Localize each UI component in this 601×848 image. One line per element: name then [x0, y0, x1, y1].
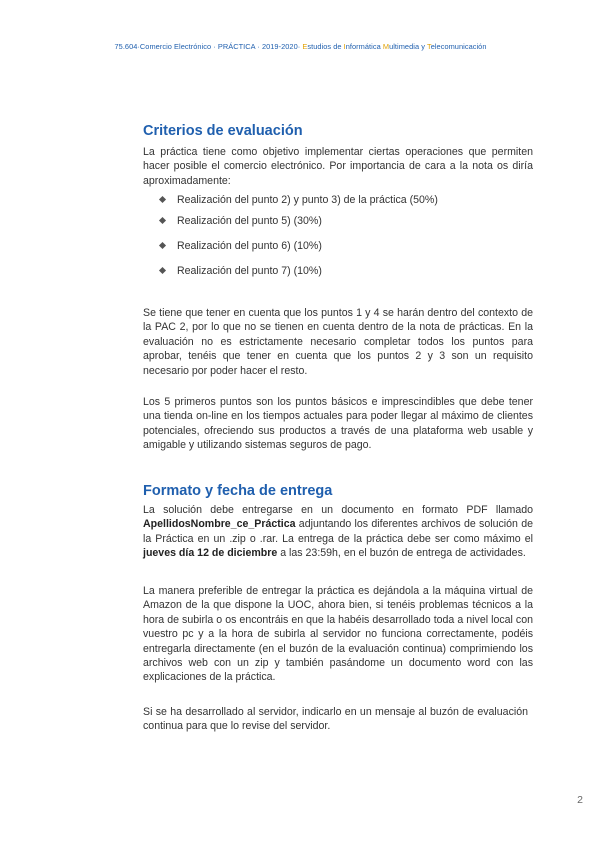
list-item-text: Realización del punto 5) (30%)	[177, 215, 322, 227]
list-item-text: Realización del punto 6) (10%)	[177, 240, 322, 252]
criteria-paragraph-2: Se tiene que tener en cuenta que los puntos 1 y 4 se harán dentro del contexto de la PAC 2, por lo que no se tienen en cuenta dentro de la nota de prácticas. En la evaluación no es estrictamente necesario completar todos los puntos para aprobar, tenéis que tener en cuenta que los puntos 2 y 3 son un requisito necesario por poder hacer el resto.	[143, 307, 533, 377]
header-word: elecomunicación	[430, 42, 487, 51]
header-initial-i: I	[343, 42, 346, 51]
format-paragraph-3: Si se ha desarrollado al servidor, indicarlo en un mensaje al buzón de evaluación continua para que lo revise del servidor.	[143, 706, 528, 733]
deadline-text: jueves día 12 de diciembre	[143, 547, 278, 560]
criteria-paragraph-3: Los 5 primeros puntos son los puntos básicos e imprescindibles que debe tener una tienda on-line en los tiempos actuales para poder llegar al máximo de clientes potenciales, ofreciendo sus productos a través de una plataforma web usable y amigable y utilizando sistemas seguros de pago.	[143, 396, 533, 452]
page-number: 2	[577, 794, 583, 806]
list-item	[160, 215, 322, 227]
bullet-icon	[159, 217, 166, 224]
format-paragraph-2: La manera preferible de entregar la práctica es dejándola a la máquina virtual de Amazon de la que dispone la UOC, ahora bien, si tenéis problemas técnicos a la hora de subirla o os encontráis en que la habéis desarrollado toda a nivel local con vuestro pc y a la hora de subirla al servidor no funciona correctamente, podéis entregarla directamente (en el buzón de la evaluación continua) comprimiendo los archivos web con un zip y también pasándome un documento word con las explicaciones de la práctica.	[143, 585, 533, 684]
format-paragraph-1	[143, 503, 533, 561]
header-initial-e: E	[302, 42, 308, 51]
text-run: La solución debe entregarse en un documento en formato PDF llamado	[143, 504, 533, 516]
bullet-icon	[159, 242, 166, 249]
header-word: studios de	[307, 42, 344, 51]
list-item	[160, 265, 322, 277]
text-run: adjuntando los diferentes archivos de solución de la Práctica en un .zip o .rar. La entrega de la práctica debe ser como máximo el	[143, 518, 533, 545]
header-initial-m: M	[382, 42, 390, 51]
header-word: nformática	[345, 42, 383, 51]
filename-text: ApellidosNombre_ce_Práctica	[143, 518, 296, 531]
page-header	[0, 42, 601, 51]
list-item-text: Realización del punto 7) (10%)	[177, 265, 322, 277]
list-item	[160, 194, 438, 206]
header-word: ultimedia y	[389, 42, 427, 51]
section-title-format: Formato y fecha de entrega	[143, 483, 333, 499]
bullet-icon	[159, 196, 166, 203]
header-initial-t: T	[426, 42, 431, 51]
list-item-text: Realización del punto 2) y punto 3) de la práctica (50%)	[177, 194, 438, 206]
section-title-criteria: Criterios de evaluación	[143, 123, 303, 139]
text-run: a las 23:59h, en el buzón de entrega de actividades.	[277, 547, 526, 560]
header-course: 75.604·Comercio Electrónico · PRÁCTICA · 2019-2020·	[114, 42, 303, 51]
bullet-icon	[159, 267, 166, 274]
criteria-intro: La práctica tiene como objetivo implementar ciertas operaciones que permiten hacer posible el comercio electrónico. Por importancia de cara a la nota os diría aproximadamente:	[143, 146, 533, 187]
list-item	[160, 240, 322, 252]
